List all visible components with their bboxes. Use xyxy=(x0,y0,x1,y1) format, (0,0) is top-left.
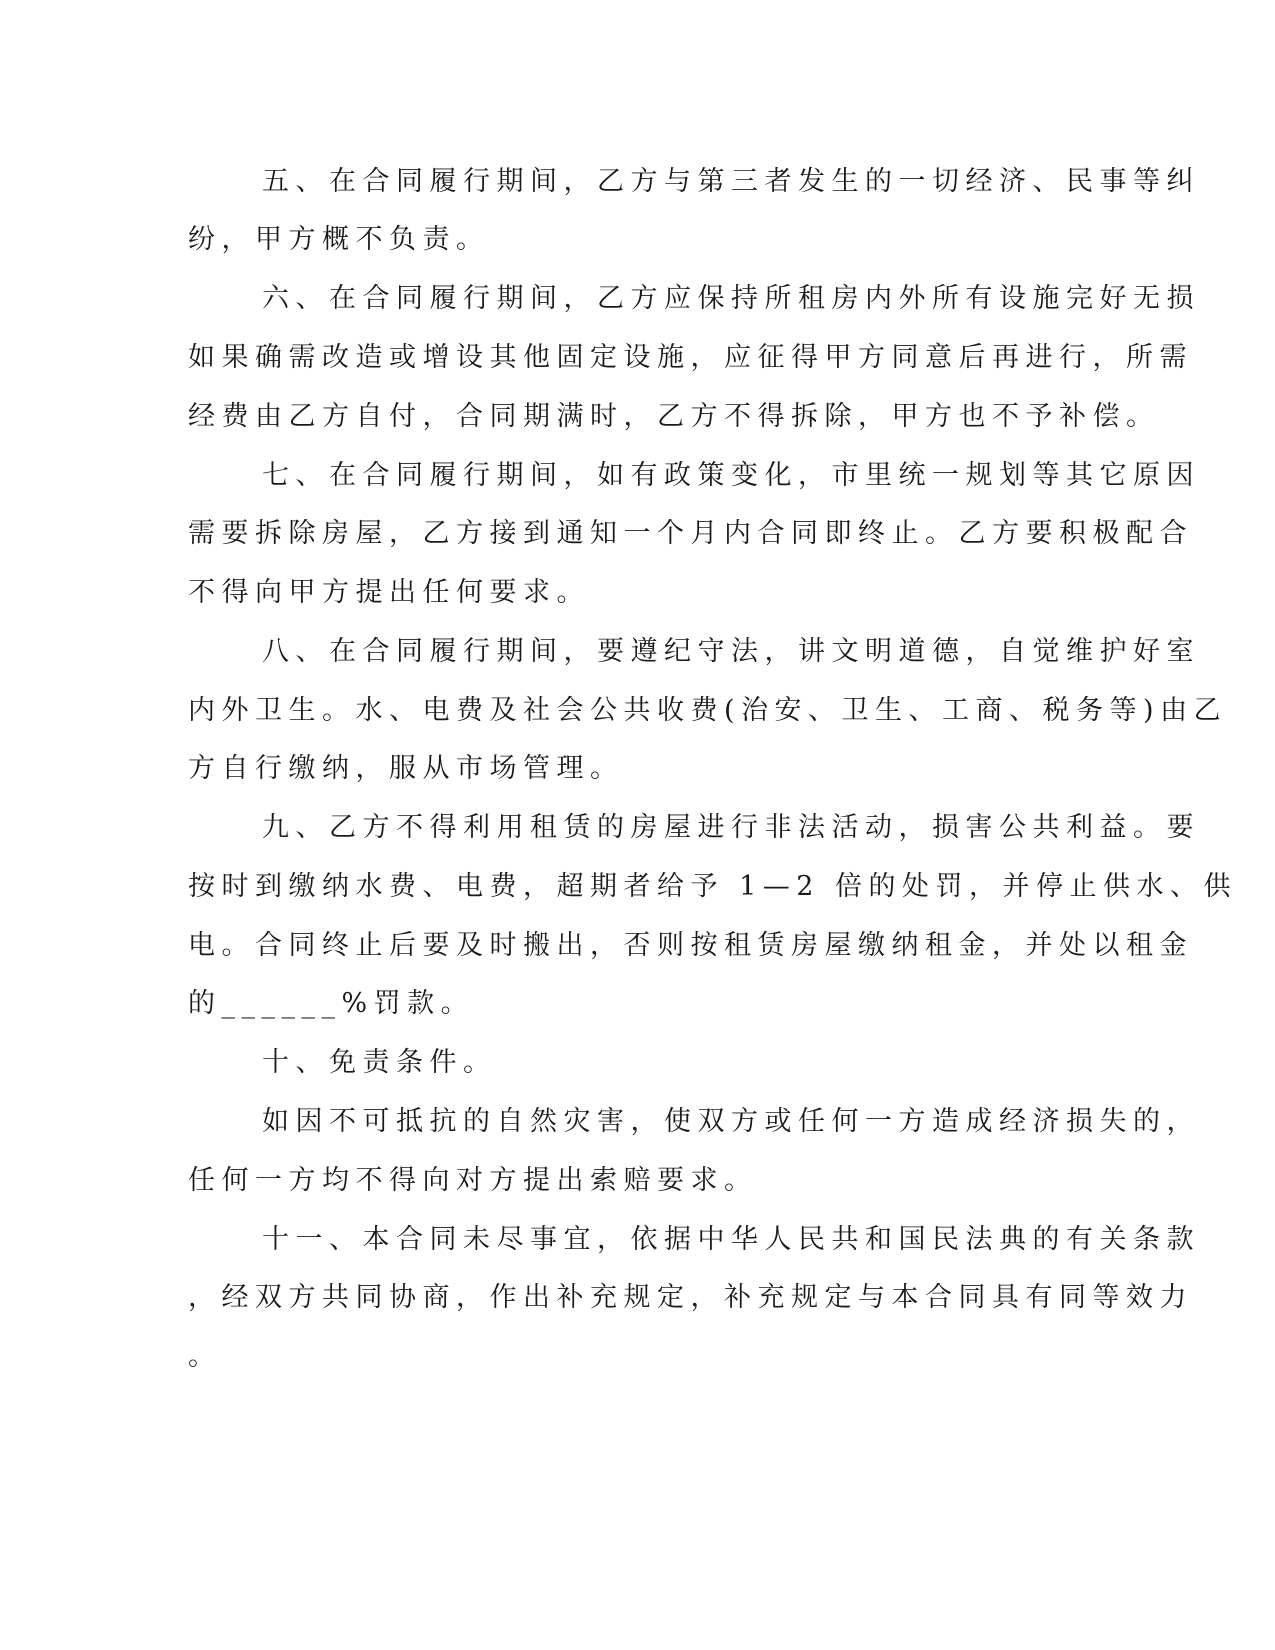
clause-11-line-2: ，经双方共同协商，作出补充规定，补充规定与本合同具有同等效力 xyxy=(188,1282,1193,1313)
clause-11-line-1: 十一、本合同未尽事宜，依据中华人民共和国民法典的有关条款 xyxy=(262,1224,1200,1255)
clause-7-line-1: 七、在合同履行期间，如有政策变化，市里统一规划等其它原因 xyxy=(262,460,1200,491)
clause-7-line-3: 不得向甲方提出任何要求。 xyxy=(188,577,590,608)
clause-8-line-2: 内外卫生。水、电费及社会公共收费(治安、卫生、工商、税务等)由乙 xyxy=(188,695,1228,726)
clause-5-line-2: 纷，甲方概不负责。 xyxy=(188,224,490,255)
clause-11-line-3: 。 xyxy=(188,1341,222,1372)
clause-9-line-3: 电。合同终止后要及时搬出，否则按租赁房屋缴纳租金，并处以租金 xyxy=(188,930,1193,961)
clause-5-line-1: 五、在合同履行期间，乙方与第三者发生的一切经济、民事等纠 xyxy=(262,166,1200,197)
clause-6-line-2: 如果确需改造或增设其他固定设施，应征得甲方同意后再进行，所需 xyxy=(188,342,1193,373)
clause-10-line-1: 如因不可抵抗的自然灾害，使双方或任何一方造成经济损失的， xyxy=(262,1106,1200,1137)
clause-6-line-1: 六、在合同履行期间，乙方应保持所租房内外所有设施完好无损 xyxy=(262,283,1200,314)
clause-7-line-2: 需要拆除房屋，乙方接到通知一个月内合同即终止。乙方要积极配合 xyxy=(188,518,1193,549)
clause-9-line-4: 的______%罚款。 xyxy=(188,988,475,1019)
clause-9-line-1: 九、乙方不得利用租赁的房屋进行非法活动，损害公共利益。要 xyxy=(262,812,1200,843)
clause-10-heading: 十、免责条件。 xyxy=(262,1047,497,1078)
clause-6-line-3: 经费由乙方自付，合同期满时，乙方不得拆除，甲方也不予补偿。 xyxy=(188,401,1160,432)
clause-8-line-1: 八、在合同履行期间，要遵纪守法，讲文明道德，自觉维护好室 xyxy=(262,636,1200,667)
clause-10-line-2: 任何一方均不得向对方提出索赔要求。 xyxy=(188,1165,758,1196)
clause-9-line-2: 按时到缴纳水费、电费，超期者给予 1—2 倍的处罚，并停止供水、供 xyxy=(188,871,1238,902)
clause-8-line-3: 方自行缴纳，服从市场管理。 xyxy=(188,753,624,784)
